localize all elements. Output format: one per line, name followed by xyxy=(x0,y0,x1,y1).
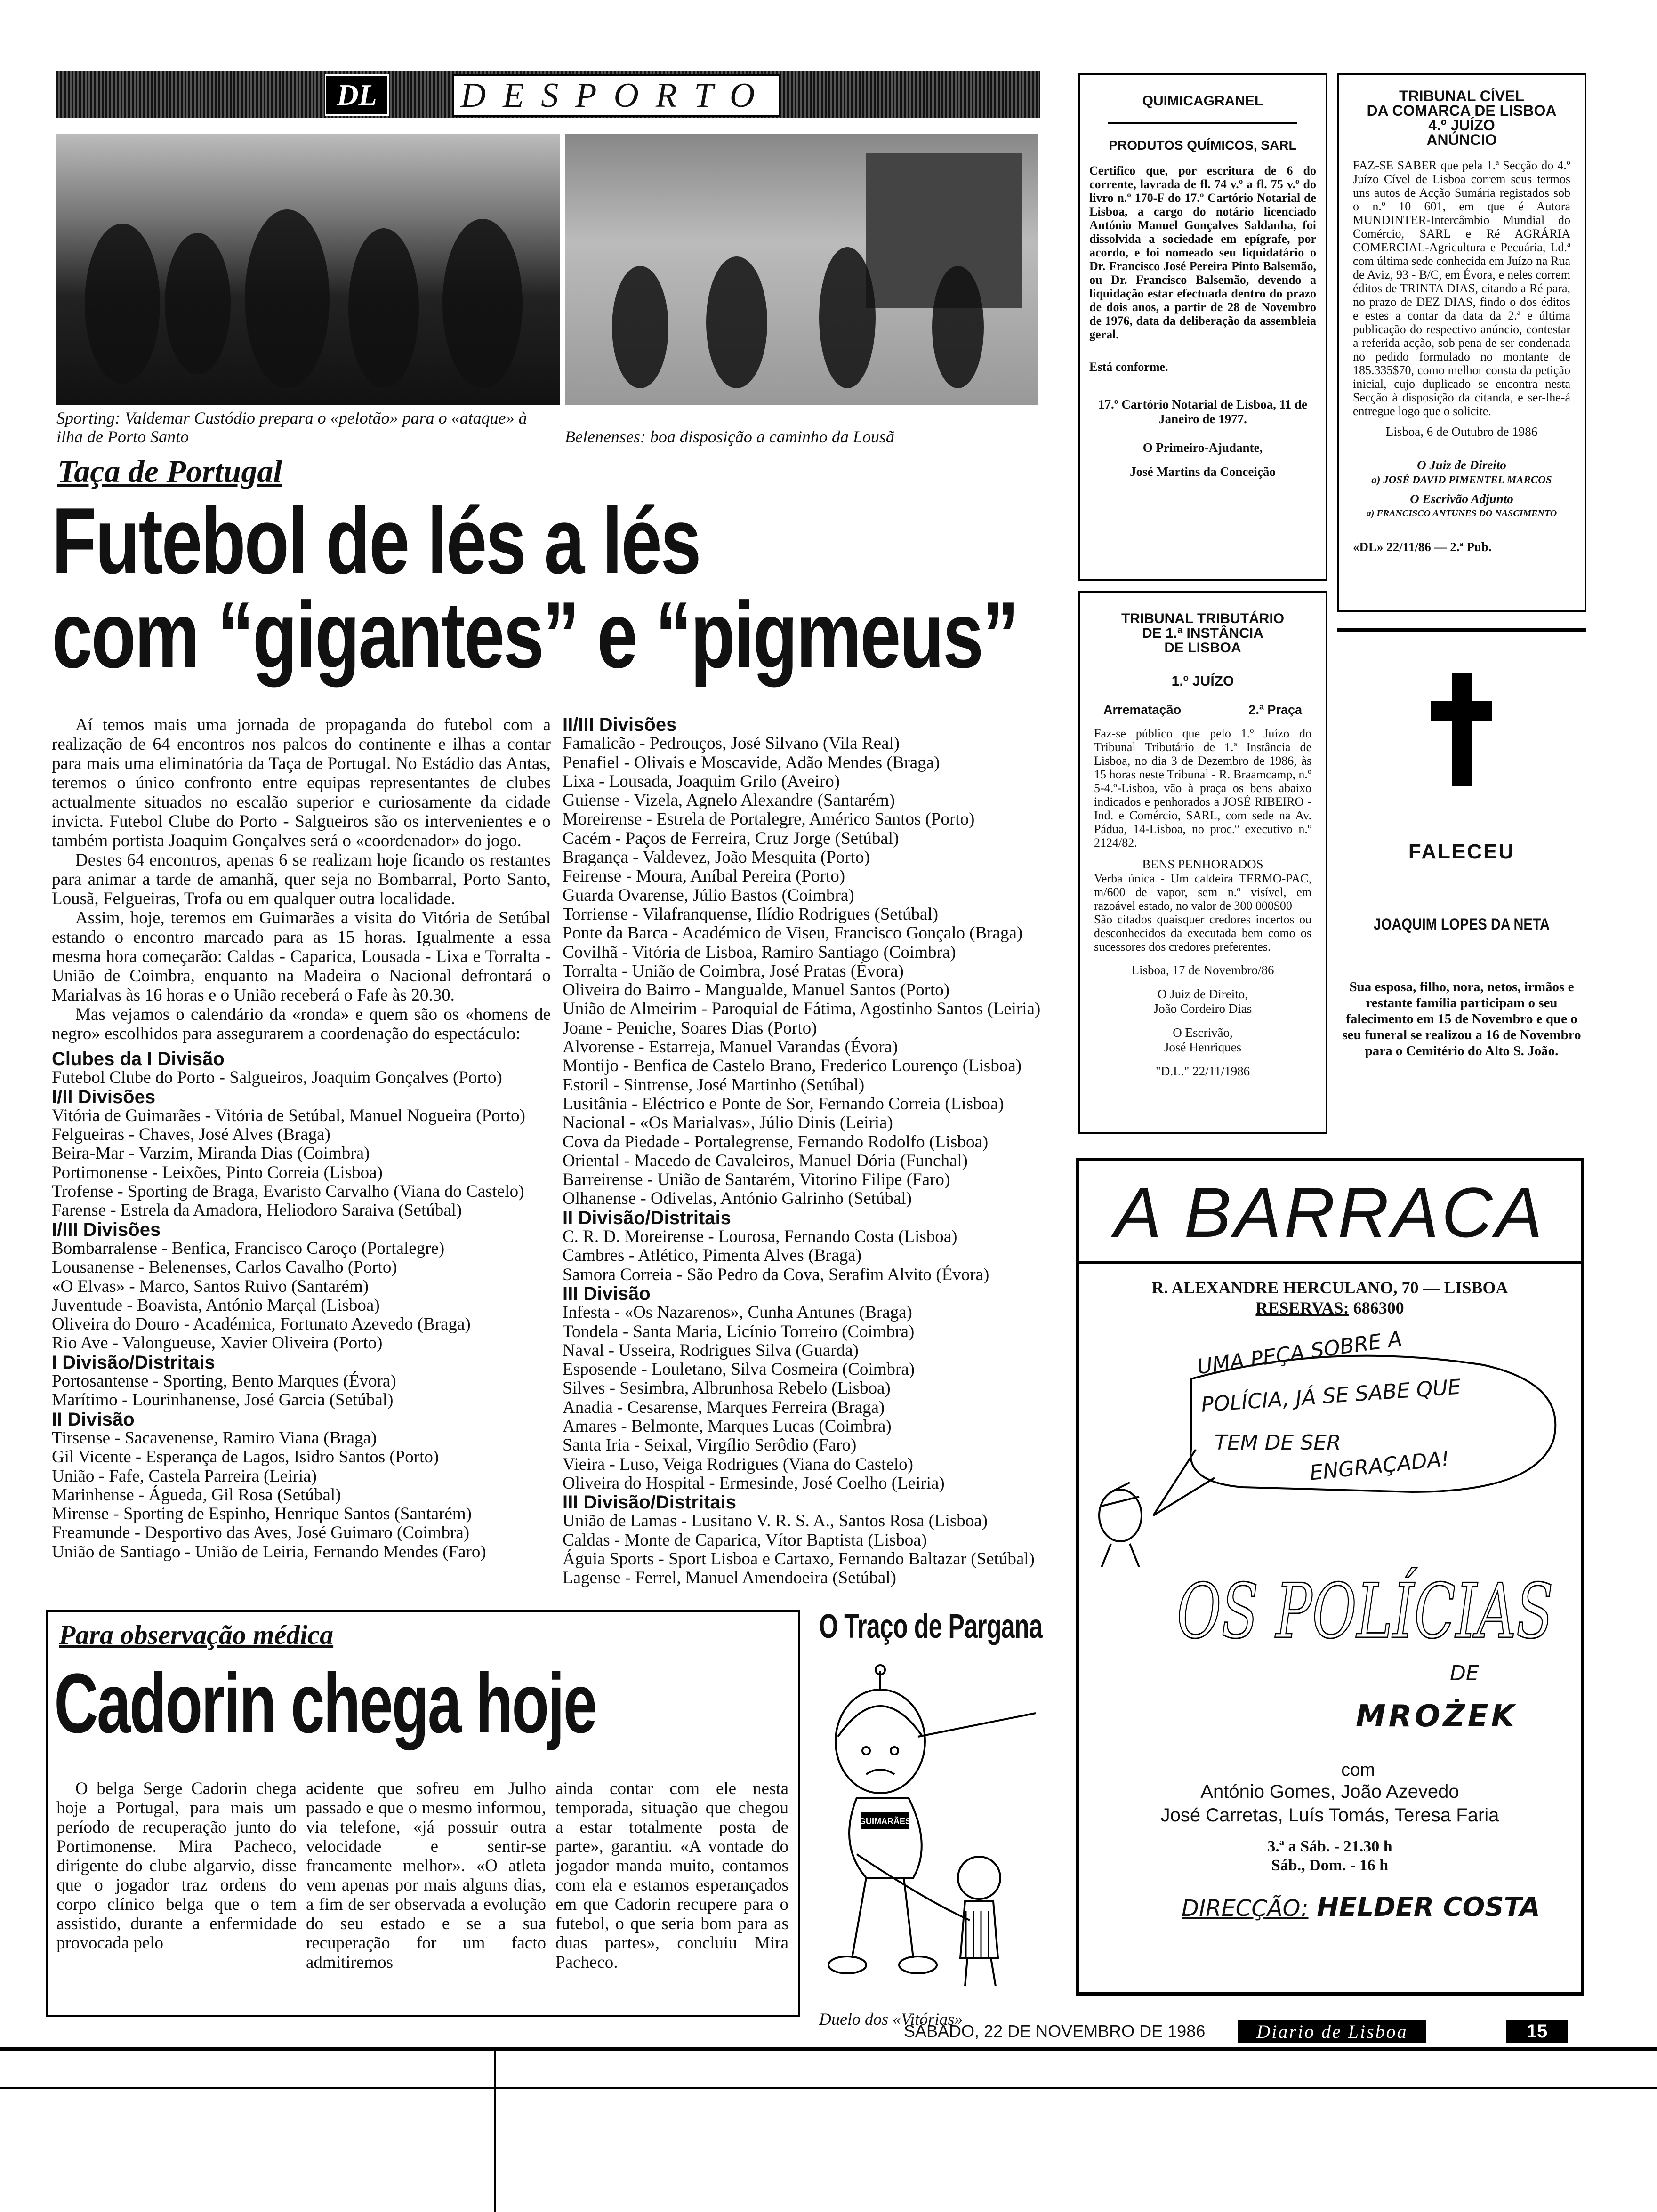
article-body-col1 xyxy=(52,715,551,1043)
division-heading: III Divisão xyxy=(563,1283,651,1304)
obituary-text: Sua esposa, filho, nora, netos, irmãos e restante família participam o seu falecimento em 15 de Novembro e que o seu funeral se realizou a 16 de Novembro para o Cemitério do Alto S. João. xyxy=(1342,979,1581,1058)
ad-author: MROŻEK xyxy=(1356,1699,1518,1734)
fixture-row: Guiense - Vizela, Agnelo Alexandre (Santarém) xyxy=(563,791,895,810)
fixture-row: Vitória de Guimarães - Vitória de Setúbal, Manuel Nogueira (Porto) xyxy=(52,1106,525,1125)
ad-reservas xyxy=(1078,1298,1582,1318)
fixture-row: Penafiel - Olivais e Moscavide, Adão Mendes (Braga) xyxy=(563,753,940,772)
notice-date: Lisboa, 6 de Outubro de 1986 xyxy=(1385,425,1538,439)
photo-caption-sporting: Sporting: Valdemar Custódio prepara o «pelotão» para o «ataque» à ilha de Porto Santo xyxy=(56,409,527,446)
fixture-row: Naval - Usseira, Rodrigues Silva (Guarda) xyxy=(563,1340,859,1360)
page-edge-line xyxy=(494,2051,496,2212)
ad-direction xyxy=(1182,1892,1540,1923)
fixture-row: Alvorense - Estarreja, Manuel Varandas (Évora) xyxy=(563,1037,898,1057)
fixture-row: Tondela - Santa Maria, Licínio Torreiro (Coimbra) xyxy=(563,1322,915,1341)
notice-title: QUIMICAGRANEL xyxy=(1142,93,1263,109)
fixture-row: Marinhense - Águeda, Gil Rosa (Setúbal) xyxy=(52,1485,341,1505)
notice-title-2: DA COMARCA DE LISBOA xyxy=(1367,102,1557,119)
notice-pub: «DL» 22/11/86 — 2.ª Pub. xyxy=(1353,540,1492,554)
fixture-row: Cova da Piedade - Portalegrense, Fernando Rodolfo (Lisboa) xyxy=(563,1132,989,1152)
fixture-list-col1 xyxy=(52,1050,560,1562)
article-kicker: Taça de Portugal xyxy=(57,453,282,489)
fixture-row: «O Elvas» - Marco, Santos Ruivo (Santarém) xyxy=(52,1276,369,1296)
notice-clerk-role: O Escrivão Adjunto xyxy=(1410,492,1513,506)
notice-clerk: José Henriques xyxy=(1164,1040,1242,1054)
notice-bens-title: BENS PENHORADOS xyxy=(1142,857,1263,871)
notice-clerk: a) FRANCISCO ANTUNES DO NASCIMENTO xyxy=(1366,508,1557,519)
notice-quimicagranel xyxy=(1078,73,1327,581)
fixture-row: Samora Correia - São Pedro da Cova, Serafim Alvito (Évora) xyxy=(563,1265,989,1284)
section-title xyxy=(452,74,780,117)
notice-judge: João Cordeiro Dias xyxy=(1153,1002,1252,1016)
fixture-row: Olhanense - Odivelas, António Galrinho (Setúbal) xyxy=(563,1189,912,1209)
article-paragraph: Mas vejamos o calendário da «ronda» e quem são os «homens de negro» escolhidos para assegurarem a coordenação do espectáculo: xyxy=(52,1005,551,1043)
fixture-row: Moreirense - Estrela de Portalegre, Américo Santos (Porto) xyxy=(563,809,975,829)
fixture-row: Lousanense - Belenenses, Carlos Cavalho (Porto) xyxy=(52,1258,397,1277)
notice-juizo: 1.º JUÍZO xyxy=(1171,673,1234,689)
fixture-row: Mirense - Sporting de Espinho, Henrique Santos (Santarém) xyxy=(52,1504,472,1524)
obituary-title: FALECEU xyxy=(1408,840,1515,863)
article-paragraph: Assim, hoje, teremos em Guimarães a visita do Vitória de Setúbal estando o encontro marcado para as 15 horas. Igualmente a essa mesma hora começarão: Caldas - Caparica, Lousada - Lixa e Torralta - União de Coimbra, enquanto na Madeira o Nacional defrontará o Marialvas às 16 horas e o União receberá o Fafe às 20.30. xyxy=(52,908,551,1005)
fixture-row: Trofense - Sporting de Braga, Evaristo Carvalho (Viana do Castelo) xyxy=(52,1182,524,1202)
notice-pub: "D.L." 22/11/1986 xyxy=(1155,1064,1250,1078)
fixture-row: Beira-Mar - Varzim, Miranda Dias (Coimbra) xyxy=(52,1144,370,1163)
cartoon-drawing xyxy=(810,1657,1064,2005)
fixture-row: Marítimo - Lourinhanense, José Garcia (Setúbal) xyxy=(52,1390,394,1410)
ad-handwriting-3: TEM DE SER xyxy=(1215,1431,1341,1455)
ad-times-2: Sáb., Dom. - 16 h xyxy=(1271,1857,1389,1874)
fixture-row: União de Santiago - União de Leiria, Fernando Mendes (Faro) xyxy=(52,1542,486,1562)
fixture-row: Caldas - Monte de Caparica, Vítor Baptista (Lisboa) xyxy=(563,1530,927,1550)
photo-sporting xyxy=(56,134,560,405)
notice-body: Faz-se público que pelo 1.º Juízo do Tribunal Tributário de 1.ª Instância de Lisboa, no dia 3 de Dezembro de 1986, às 15 horas neste Tribunal - R. Braamcamp, n.º 5-4.º-Lisboa, vão à praça os bens abaixo indicados e penhorados a JOSÉ RIBEIRO - Ind. e Comércio, SARL, com sede na Av. Pádua, 14-Lisboa, no proc.º executivo n.º 2124/82. xyxy=(1094,727,1311,850)
masthead-logo-text: DL xyxy=(337,78,377,112)
notice-title-1: TRIBUNAL CÍVEL xyxy=(1399,88,1525,104)
fixture-row: Infesta - «Os Nazarenos», Cunha Antunes (Braga) xyxy=(563,1303,912,1322)
masthead-logo xyxy=(325,74,389,116)
fixture-row: Estoril - Sintrense, José Martinho (Setúbal) xyxy=(563,1075,865,1095)
division-heading: I/II Divisões xyxy=(52,1086,156,1107)
fixture-row: Feirense - Moura, Aníbal Pereira (Porto) xyxy=(563,866,845,886)
notice-subtitle: PRODUTOS QUÍMICOS, SARL xyxy=(1109,138,1297,152)
photo-belenenses xyxy=(565,134,1038,405)
fixture-row: Oliveira do Hospital - Ermesinde, José Coelho (Leiria) xyxy=(563,1473,945,1493)
fixture-row: Oliveira do Douro - Académica, Fortunato Azevedo (Braga) xyxy=(52,1314,471,1334)
article2-col3: ainda contar com ele nesta temporada, situação que chegou a estar totalmente posta de parte», garantiu. «A vontade do jogador manda muito, contamos com ela e estamos esperançados em que Cadorin recupere para o futebol, o que seria bom para as duas partes», concluiu Mira Pacheco. xyxy=(555,1779,788,1972)
fixture-row: Felgueiras - Chaves, José Alves (Braga) xyxy=(52,1125,330,1145)
fixture-list-col2 xyxy=(563,715,1057,1588)
fixture-row: Famalicão - Pedrouços, José Silvano (Vila Real) xyxy=(563,734,900,753)
fixture-row: União de Almeirim - Paroquial de Fátima, Agostinho Santos (Leiria) xyxy=(563,999,1041,1019)
ad-play-title: OS POLÍCIAS xyxy=(1177,1567,1553,1655)
notice-title-4: ANÚNCIO xyxy=(1426,131,1497,148)
fixture-row: Lagense - Ferrel, Manuel Amendoeira (Setúbal) xyxy=(563,1568,896,1588)
ad-handwriting-4: ENGRAÇADA! xyxy=(1309,1446,1451,1485)
fixture-row: Anadia - Cesarense, Marques Ferreira (Braga) xyxy=(563,1397,885,1417)
footer-date: SÁBADO, 22 DE NOVEMBRO DE 1986 xyxy=(904,2021,1206,2041)
notice-title-3: DE LISBOA xyxy=(1164,640,1241,656)
notice-judge: a) JOSÉ DAVID PIMENTEL MARCOS xyxy=(1371,474,1552,486)
fixture-row: União de Lamas - Lusitano V. R. S. A., Santos Rosa (Lisboa) xyxy=(563,1511,988,1531)
fixture-row: União - Fafe, Castela Parreira (Leiria) xyxy=(52,1466,317,1486)
fixture-row: Joane - Peniche, Soares Dias (Porto) xyxy=(563,1018,817,1038)
notice-judge-role: O Juiz de Direito, xyxy=(1158,987,1248,1001)
cartoon-caption: Duelo dos «Vitórias» xyxy=(819,2010,963,2028)
footer-page-text: 15 xyxy=(1526,2020,1548,2042)
fixture-row: Torralta - União de Coimbra, José Pratas (Évora) xyxy=(563,961,904,981)
fixture-row: Cacém - Paços de Ferreira, Cruz Jorge (Setúbal) xyxy=(563,828,899,848)
notice-citados: São citados quaisquer credores incertos ou desconhecidos da executada bem como os sucessores dos credores preferentes. xyxy=(1094,913,1311,954)
ad-address: R. ALEXANDRE HERCULANO, 70 — LISBOA xyxy=(1151,1278,1508,1297)
obituary-rule xyxy=(1337,628,1586,632)
notice-auction-round: 2.ª Praça xyxy=(1248,703,1302,717)
fixture-row: Freamunde - Desportivo das Aves, José Guimaro (Coimbra) xyxy=(52,1523,470,1543)
notice-auction-row xyxy=(1103,703,1302,717)
fixture-row: Nacional - «Os Marialvas», Júlio Dinis (Leiria) xyxy=(563,1113,893,1133)
notice-judge-role: O Juiz de Direito xyxy=(1417,458,1506,472)
notice-clerk-role: O Escrivão, xyxy=(1173,1026,1233,1040)
fixture-row: Águia Sports - Sport Lisboa e Cartaxo, Fernando Baltazar (Setúbal) xyxy=(563,1549,1035,1569)
division-heading: I/III Divisões xyxy=(52,1219,161,1240)
cartoon-shirt-label: GUIMARÃES xyxy=(859,1817,911,1826)
section-title-text: DESPORTO xyxy=(460,76,772,115)
fixture-row: Esposende - Louletano, Silva Cosmeira (Coimbra) xyxy=(563,1360,915,1379)
fixture-row: Tirsense - Sacavenense, Ramiro Viana (Braga) xyxy=(52,1428,377,1448)
fixture-row: Amares - Belmonte, Marques Lucas (Coimbra) xyxy=(563,1416,892,1436)
fixture-row: Bragança - Valdevez, João Mesquita (Porto) xyxy=(563,848,870,867)
fixture-row: Gil Vicente - Esperança de Lagos, Isidro Santos (Porto) xyxy=(52,1447,439,1467)
article2-kicker: Para observação médica xyxy=(59,1619,334,1650)
fixture-row: Covilhã - Vitória de Lisboa, Ramiro Santiago (Coimbra) xyxy=(563,942,956,962)
ad-times-1: 3.ª a Sáb. - 21.30 h xyxy=(1267,1838,1392,1855)
fixture-row: Rio Ave - Valongueuse, Xavier Oliveira (Porto) xyxy=(52,1333,383,1353)
footer-rule-thin xyxy=(0,2087,1657,2089)
notice-signature: José Martins da Conceição xyxy=(1130,465,1276,479)
notice-body: FAZ-SE SABER que pela 1.ª Secção do 4.º Juízo Cível de Lisboa correm seus termos uns autos de Acção Sumária registados sob o n.º 10 601, em que é Autora MUNDINTER-Intercâmbio Mundial do Comércio, SARL e Ré AGRÁRIA COMERCIAL-Agricultura e Pecuária, Ld.ª com última sede conhecida em Juízo na Rua de Aviz, 93 - B/C, em Évora, e neles correm éditos de TRINTA DIAS, citando a Ré para, no prazo de DEZ DIAS, findo o dos éditos e estes a contar da data da 2.ª e última publicação do respectivo anúncio, contestar a referida acção, sob pena de ser condenada no pedido formulado no montante de 185.335$70, como melhor consta da petição inicial, cujo duplicado se encontra nesta Secção à disposição da citanda, e ser-lhe-á entregue logo que o solicite. xyxy=(1353,159,1570,418)
footer-paper-text: Diario de Lisboa xyxy=(1256,2020,1408,2042)
footer-page-number xyxy=(1506,2020,1568,2043)
ad-de: DE xyxy=(1450,1661,1479,1685)
article2-col2: acidente que sofreu em Julho passado e que o mesmo informou, via telefone, «já possuir outra velocidade e sentir-se francamente melhor». «O atleta vem apenas por mais alguns dias, a fim de ser observada a evolução do seu estado e se a sua recuperação for um facto admitiremos xyxy=(306,1779,546,1972)
division-heading: II Divisão xyxy=(52,1409,135,1430)
notice-bens: Verba única - Um caldeira TERMO-PAC, m/600 de vapor, sem n.º visível, em razoável estado, no valor de 300 000$00 xyxy=(1094,872,1311,913)
article-paragraph: Aí temos mais uma jornada de propaganda do futebol com a realização de 64 encontros nos palcos do continente e ilhas a contar para mais uma eliminatória da Taça de Portugal. No Estádio das Antas, teremos o único confronto entre equipas representantes de clubes actualmente situados no escalão superior e curiosamente da cidade invicta. Futebol Clube do Porto - Salgueiros são os intervenientes e o também portista Joaquim Gonçalves será o «coordenador» do jogo. xyxy=(52,715,551,850)
division-heading: II Divisão/Distritais xyxy=(563,1207,731,1228)
photo-caption-belenenses: Belenenses: boa disposição a caminho da Lousã xyxy=(565,427,894,446)
fixture-row: Silves - Sesimbra, Albrunhosa Rebelo (Lisboa) xyxy=(563,1378,891,1398)
article-paragraph: Destes 64 encontros, apenas 6 se realizam hoje ficando os restantes para animar a tarde de amanhã, quer seja no Bombarral, Porto Santo, Lousã, Felgueiras, Trofa ou em qualquer outra localidade. xyxy=(52,850,551,908)
fixture-row: Lixa - Lousada, Joaquim Grilo (Aveiro) xyxy=(563,771,840,791)
ad-title: A BARRACA xyxy=(1114,1173,1545,1252)
ad-reservas-label: RESERVAS: xyxy=(1255,1298,1349,1317)
division-heading: III Divisão/Distritais xyxy=(563,1492,737,1513)
notice-body: Certifico que, por escritura de 6 do corrente, lavrada de fl. 74 v.º a fl. 75 v.º do livro n.º 170-F do 17.º Cartório Notarial de Lisboa, a cargo do notário licenciado António Manuel Gonçalves Saldanha, foi dissolvida a sociedade em epígrafe, por acordo, e foi nomeado seu liquidatário o Dr. Francisco José Pereira Pinto Balsemão, ou Dr. Francisco Balsemão, devendo a liquidação estar efectuada dentro do prazo de dois anos, a partir de 28 de Novembro de 1976, data da deliberação da assembleia geral. xyxy=(1089,164,1316,341)
notice-tribunal-tributario xyxy=(1078,591,1327,1134)
fixture-row: Guarda Ovarense, Júlio Bastos (Coimbra) xyxy=(563,885,854,905)
fixture-row: Portosantense - Sporting, Bento Marques (Évora) xyxy=(52,1371,396,1391)
notice-role: O Primeiro-Ajudante, xyxy=(1142,441,1263,455)
notice-place-date: 17.º Cartório Notarial de Lisboa, 11 de Janeiro de 1977. xyxy=(1098,397,1307,426)
article-headline-line1: Futebol de lés a lés xyxy=(52,489,700,593)
fixture-row: Lusitânia - Eléctrico e Ponte de Sor, Fernando Correia (Lisboa) xyxy=(563,1094,1004,1114)
fixture-row: Barreirense - União de Santarém, Vitorino Filipe (Faro) xyxy=(563,1170,950,1190)
ad-handwriting-2: POLÍCIA, JÁ SE SABE QUE xyxy=(1200,1375,1462,1417)
cartoon-title: O Traço de Pargana xyxy=(819,1608,1042,1645)
notice-title-1: TRIBUNAL TRIBUTÁRIO xyxy=(1121,611,1285,626)
fixture-row: Ponte da Barca - Académico de Viseu, Francisco Gonçalo (Braga) xyxy=(563,923,1023,943)
ad-title-rule xyxy=(1078,1261,1582,1264)
division-heading: I Divisão/Distritais xyxy=(52,1352,215,1373)
notice-tribunal-civel xyxy=(1337,73,1586,612)
footer-rule xyxy=(0,2047,1657,2051)
fixture-row: Futebol Clube do Porto - Salgueiros, Joaquim Gonçalves (Porto) xyxy=(52,1068,502,1088)
fixture-row: C. R. D. Moreirense - Lourosa, Fernando Costa (Lisboa) xyxy=(563,1227,957,1247)
fixture-row: Santa Iria - Seixal, Virgílio Serôdio (Faro) xyxy=(563,1435,857,1455)
obituary-name: JOAQUIM LOPES DA NETA xyxy=(1373,915,1550,933)
fixture-row: Vieira - Luso, Veiga Rodrigues (Viana do Castelo) xyxy=(563,1454,913,1474)
notice-auction-type: Arrematação xyxy=(1103,703,1182,717)
fixture-row: Torriense - Vilafranquense, Ilídio Rodrigues (Setúbal) xyxy=(563,904,939,924)
ad-com: com xyxy=(1341,1760,1375,1780)
fixture-row: Montijo - Benfica de Castelo Brano, Frederico Lourenço (Lisboa) xyxy=(563,1056,1022,1076)
notice-date: Lisboa, 17 de Novembro/86 xyxy=(1131,963,1274,977)
fixture-row: Oriental - Macedo de Cavaleiros, Manuel Dória (Funchal) xyxy=(563,1151,968,1170)
ad-direction-label: DIRECÇÃO: xyxy=(1182,1895,1309,1922)
notice-title-2: DE 1.ª INSTÂNCIA xyxy=(1142,625,1263,641)
notice-title-3: 4.º JUÍZO xyxy=(1428,117,1495,134)
fixture-row: Cambres - Atlético, Pimenta Alves (Braga) xyxy=(563,1246,862,1266)
fixture-row: Portimonense - Leixões, Pinto Correia (Lisboa) xyxy=(52,1162,383,1182)
division-heading: Clubes da I Divisão xyxy=(52,1049,225,1069)
article-headline-line2: com “gigantes” e “pigmeus” xyxy=(52,583,1018,688)
obituary-cross-icon xyxy=(1431,673,1492,786)
ad-handwriting-1: UMA PEÇA SOBRE A xyxy=(1196,1326,1404,1379)
ad-director: HELDER COSTA xyxy=(1317,1892,1540,1923)
fixture-row: Farense - Estrela da Amadora, Heliodoro Saraiva (Setúbal) xyxy=(52,1201,462,1220)
fixture-row: Bombarralense - Benfica, Francisco Caroço (Portalegre) xyxy=(52,1238,445,1258)
ad-reservas-number: 686300 xyxy=(1353,1298,1404,1317)
fixture-row: Oliveira do Bairro - Mangualde, Manuel Santos (Porto) xyxy=(563,980,950,1000)
notice-conforme: Está conforme. xyxy=(1089,360,1168,374)
footer-paper-name xyxy=(1238,2020,1426,2043)
division-heading: II/III Divisões xyxy=(563,714,677,735)
fixture-row: Juventude - Boavista, António Marçal (Lisboa) xyxy=(52,1295,380,1315)
ad-cast-1: António Gomes, João Azevedo xyxy=(1200,1781,1459,1802)
article2-headline: Cadorin chega hoje xyxy=(54,1656,596,1751)
ad-cast-2: José Carretas, Luís Tomás, Teresa Faria xyxy=(1160,1805,1499,1826)
article2-col1: O belga Serge Cadorin chega hoje a Portugal, para mais um período de recuperação junto do Portimonense. Mira Pacheco, dirigente do clube algarvio, disse que o jogador traz ordens do corpo clínico belga que o tem assistido, durante a enfermidade provocada pelo xyxy=(56,1779,297,1953)
